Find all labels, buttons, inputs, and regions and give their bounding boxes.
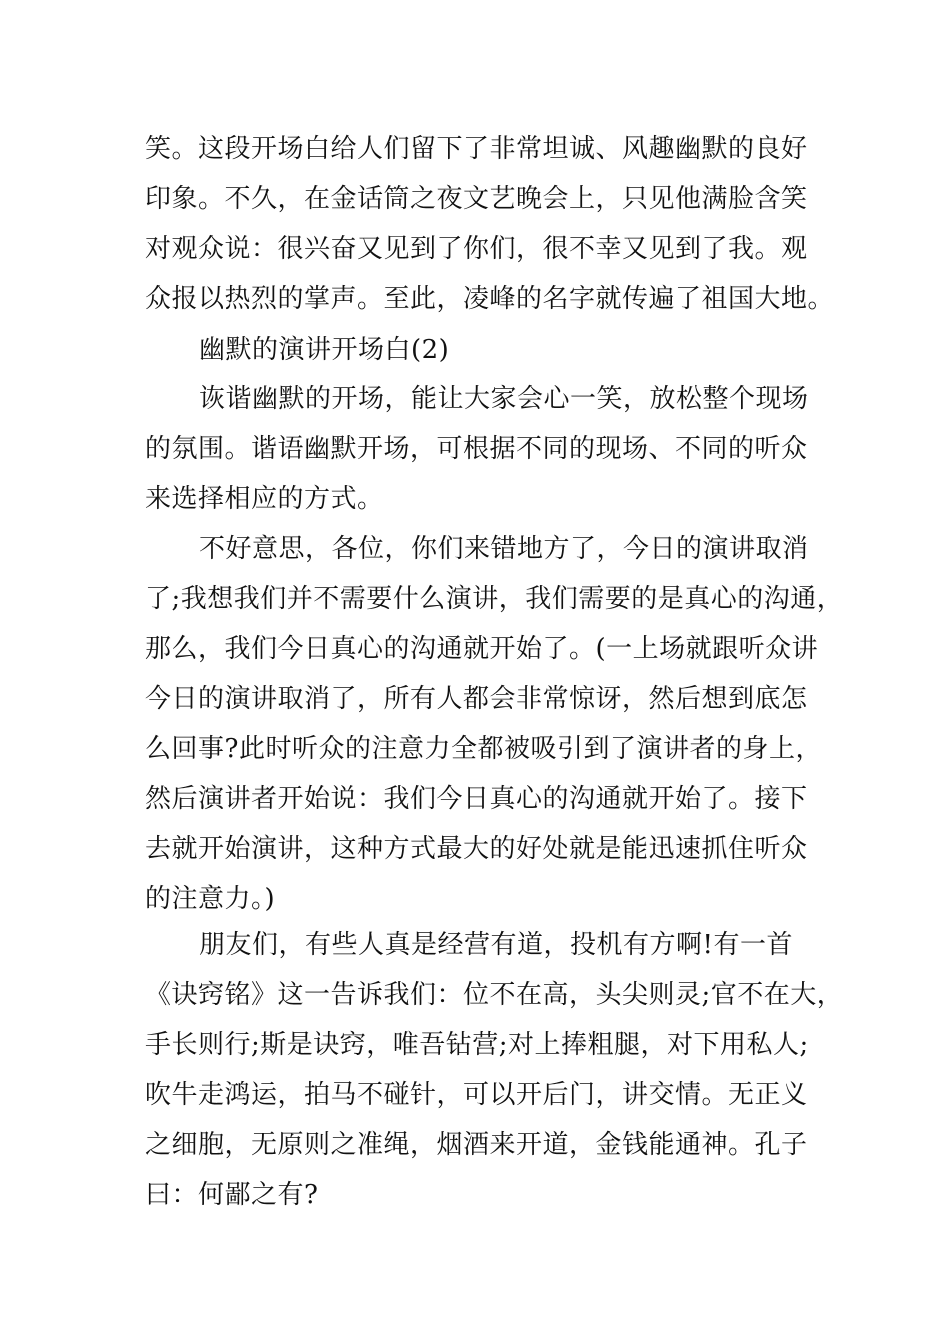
paragraph-2: [145, 374, 810, 524]
paragraph-4: [145, 920, 844, 1220]
text-line: 么回事?此时听众的注意力全都被吸引到了演讲者的身上，: [145, 734, 822, 764]
text-line: 的氛围。谐语幽默开场，可根据不同的现场、不同的听众: [145, 434, 808, 464]
text-line: 今日的演讲取消了，所有人都会非常惊讶，然后想到底怎: [145, 684, 808, 714]
text-line: 笑。这段开场白给人们留下了非常坦诚、风趣幽默的良好: [145, 134, 808, 164]
text-line: 对观众说：很兴奋又见到了你们，很不幸又见到了我。观: [145, 234, 808, 264]
text-line: 曰：何鄙之有?: [145, 1180, 319, 1210]
text-line: 手长则行;斯是诀窍，唯吾钻营;对上捧粗腿，对下用私人;: [145, 1030, 809, 1060]
text-line: 之细胞，无原则之准绳，烟酒来开道，金钱能通神。孔子: [145, 1130, 808, 1160]
heading-line: 幽默的演讲开场白(2): [199, 335, 450, 365]
text-line: 不好意思，各位，你们来错地方了，今日的演讲取消: [199, 534, 809, 564]
text-line: 来选择相应的方式。: [145, 484, 384, 514]
section-heading: [145, 325, 810, 375]
text-line: 了;我想我们并不需要什么演讲，我们需要的是真心的沟通，: [145, 584, 844, 614]
text-line: 诙谐幽默的开场，能让大家会心一笑，放松整个现场: [199, 384, 809, 414]
text-line: 然后演讲者开始说：我们今日真心的沟通就开始了。接下: [145, 784, 808, 814]
paragraph-3: [145, 524, 844, 924]
text-line: 去就开始演讲，这种方式最大的好处就是能迅速抓住听众: [145, 834, 808, 864]
text-line: 吹牛走鸿运，拍马不碰针，可以开后门，讲交情。无正义: [145, 1080, 808, 1110]
text-line: 众报以热烈的掌声。至此，凌峰的名字就传遍了祖国大地。: [145, 284, 835, 314]
text-line: 那么，我们今日真心的沟通就开始了。(一上场就跟听众讲: [145, 634, 819, 664]
paragraph-1: [145, 124, 835, 324]
text-line: 《诀窍铭》这一告诉我们：位不在高，头尖则灵;官不在大，: [145, 980, 844, 1010]
text-line: 朋友们，有些人真是经营有道，投机有方啊!有一首: [199, 930, 793, 960]
text-line: 的注意力。): [145, 884, 276, 914]
text-line: 印象。不久，在金话筒之夜文艺晚会上，只见他满脸含笑: [145, 184, 808, 214]
